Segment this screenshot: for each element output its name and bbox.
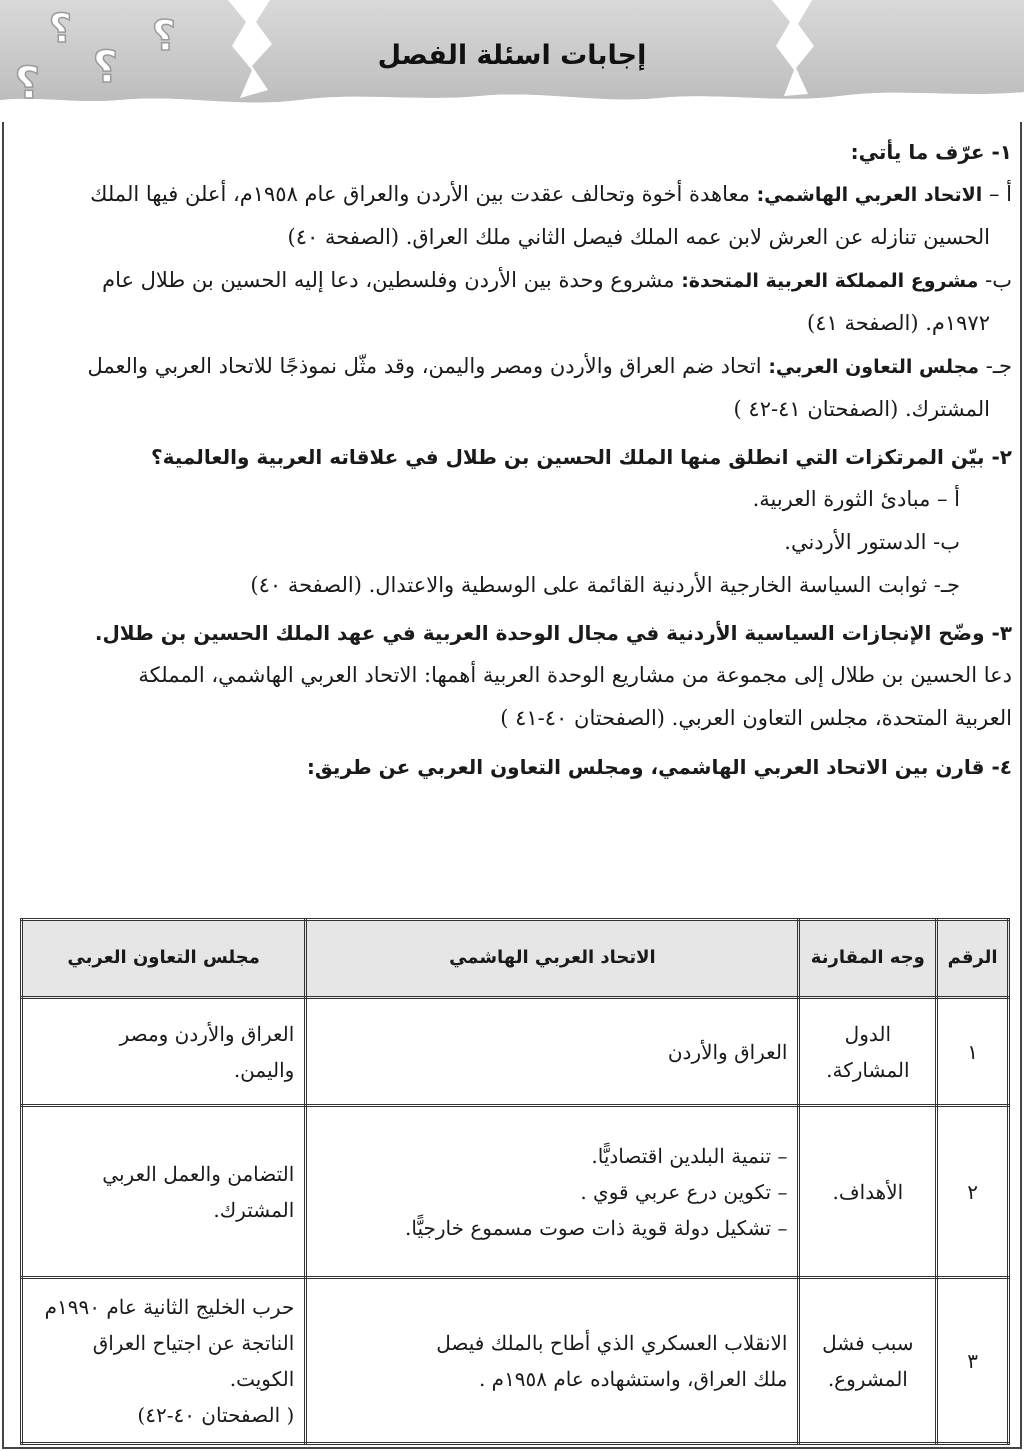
cell-line: الانقلاب العسكري الذي أطاح بالملك فيصل: [436, 1330, 788, 1355]
row-number: ١: [937, 998, 1009, 1106]
chapter-answers-banner: [0, 0, 1024, 122]
cell-line: التضامن والعمل العربي: [102, 1161, 295, 1186]
table-header-row: [22, 920, 1009, 998]
pillar-item: ب- الدستور الأردني.: [784, 530, 960, 555]
definition-a-line-1: [14, 173, 1012, 216]
definition-a-prefix: أ –: [988, 182, 1012, 206]
header-hashemite-union: الاتحاد العربي الهاشمي: [306, 920, 799, 998]
row-aspect: [799, 1278, 937, 1444]
table-row: [22, 1106, 1009, 1278]
definition-b-prefix: ب-: [985, 268, 1012, 293]
row-aspect: [799, 1106, 937, 1278]
row-number: ٣: [937, 1278, 1009, 1444]
question-mark-icon: ؟: [14, 58, 40, 109]
header-aspect: وجه المقارنة: [799, 920, 937, 998]
cell-line: العراق والأردن: [667, 1039, 788, 1064]
hashemite-union-cell: [306, 1278, 799, 1444]
pillar-item: جـ- ثوابت السياسة الخارجية الأردنية القائمة على الوسطية والاعتدال. (الصفحة ٤٠): [250, 573, 960, 598]
table-row: [22, 998, 1009, 1106]
goal-item: – تكوين درع عربي قوي .: [580, 1179, 788, 1204]
cell-line: ملك العراق، واستشهاده عام ١٩٥٨م .: [478, 1366, 788, 1391]
cell-line: واليمن.: [233, 1057, 295, 1082]
header-number: الرقم: [937, 920, 1009, 998]
definition-c-line-2: المشترك. (الصفحتان ٤١-٤٢ ): [733, 397, 990, 422]
goal-item: – تشكيل دولة قوية ذات صوت مسموع خارجيًّا.: [405, 1215, 788, 1240]
cooperation-council-cell: [22, 1106, 306, 1278]
cooperation-council-cell: [22, 998, 306, 1106]
answers-content: [14, 132, 1012, 788]
definition-c-prefix: جـ-: [985, 354, 1012, 379]
aspect-line: الأهداف.: [832, 1179, 904, 1204]
cooperation-council-cell: [22, 1278, 306, 1444]
definition-c-term: مجلس التعاون العربي:: [768, 356, 980, 379]
aspect-line: سبب فشل: [822, 1330, 914, 1355]
definition-a-term: الاتحاد العربي الهاشمي:: [756, 184, 983, 206]
comparison-table: [20, 918, 1010, 1445]
definition-b-text-1: مشروع وحدة بين الأردن وفلسطين، دعا إليه الحسين بن طلال عام: [102, 268, 675, 293]
definition-b-line-2: ١٩٧٢م. (الصفحة ٤١): [807, 311, 990, 336]
cell-line: حرب الخليج الثانية عام ١٩٩٠م: [44, 1294, 295, 1319]
question-1-heading: ١- عرّف ما يأتي:: [850, 140, 1012, 164]
cell-line: ( الصفحتان ٤٠-٤٢): [137, 1402, 295, 1427]
row-aspect: [799, 998, 937, 1106]
hashemite-union-cell: [306, 998, 799, 1106]
header-arab-cooperation-council: مجلس التعاون العربي: [22, 920, 306, 998]
table-row: [22, 1278, 1009, 1444]
cell-line: الناتجة عن اجتياح العراق الكويت.: [92, 1330, 295, 1391]
definition-c-line-1: [14, 345, 1012, 388]
question-mark-icon: ؟: [92, 42, 118, 93]
question-4-heading: ٤- قارن بين الاتحاد العربي الهاشمي، ومجلس التعاون العربي عن طريق:: [306, 754, 1012, 779]
cell-line: المشترك.: [213, 1197, 295, 1222]
aspect-line: المشاركة.: [826, 1057, 910, 1082]
hashemite-union-cell: [306, 1106, 799, 1278]
question-mark-icon: ؟: [48, 6, 72, 52]
question-mark-icon: ؟: [151, 11, 176, 60]
definition-a-line-2: الحسين تنازله عن العرش لابن عمه الملك فيصل الثاني ملك العراق. (الصفحة ٤٠): [287, 225, 990, 250]
definition-c-text-1: اتحاد ضم العراق والأردن ومصر واليمن، وقد مثّل نموذجًا للاتحاد العربي والعمل: [87, 354, 762, 379]
definition-b-line-1: [14, 259, 1012, 302]
question-3-heading: ٣- وضّح الإنجازات السياسية الأردنية في مجال الوحدة العربية في عهد الملك الحسين بن طلال.: [94, 621, 1012, 646]
question-2-heading: ٢- بيّن المرتكزات التي انطلق منها الملك الحسين بن طلال في علاقاته العربية والعالمية؟: [151, 445, 1012, 470]
goal-item: – تنمية البلدين اقتصاديًّا.: [591, 1143, 788, 1168]
aspect-line: الدول: [844, 1021, 891, 1046]
question-3-answer-line-2: العربية المتحدة، مجلس التعاون العربي. (الصفحتان ٤٠-٤١ ): [500, 706, 1012, 731]
definition-a-text-1: معاهدة أخوة وتحالف عقدت بين الأردن والعراق عام ١٩٥٨م، أعلن فيها الملك: [90, 182, 750, 206]
pillar-item: أ – مبادئ الثورة العربية.: [752, 487, 960, 512]
cell-line: العراق والأردن ومصر: [119, 1021, 295, 1046]
aspect-line: المشروع.: [827, 1366, 908, 1391]
question-3-answer-line-1: دعا الحسين بن طلال إلى مجموعة من مشاريع الوحدة العربية أهمها: الاتحاد العربي الهاشمي، المملكة: [138, 663, 1012, 688]
page-title: إجابات اسئلة الفصل: [377, 40, 647, 71]
definition-b-term: مشروع المملكة العربية المتحدة:: [681, 270, 979, 293]
row-number: ٢: [937, 1106, 1009, 1278]
